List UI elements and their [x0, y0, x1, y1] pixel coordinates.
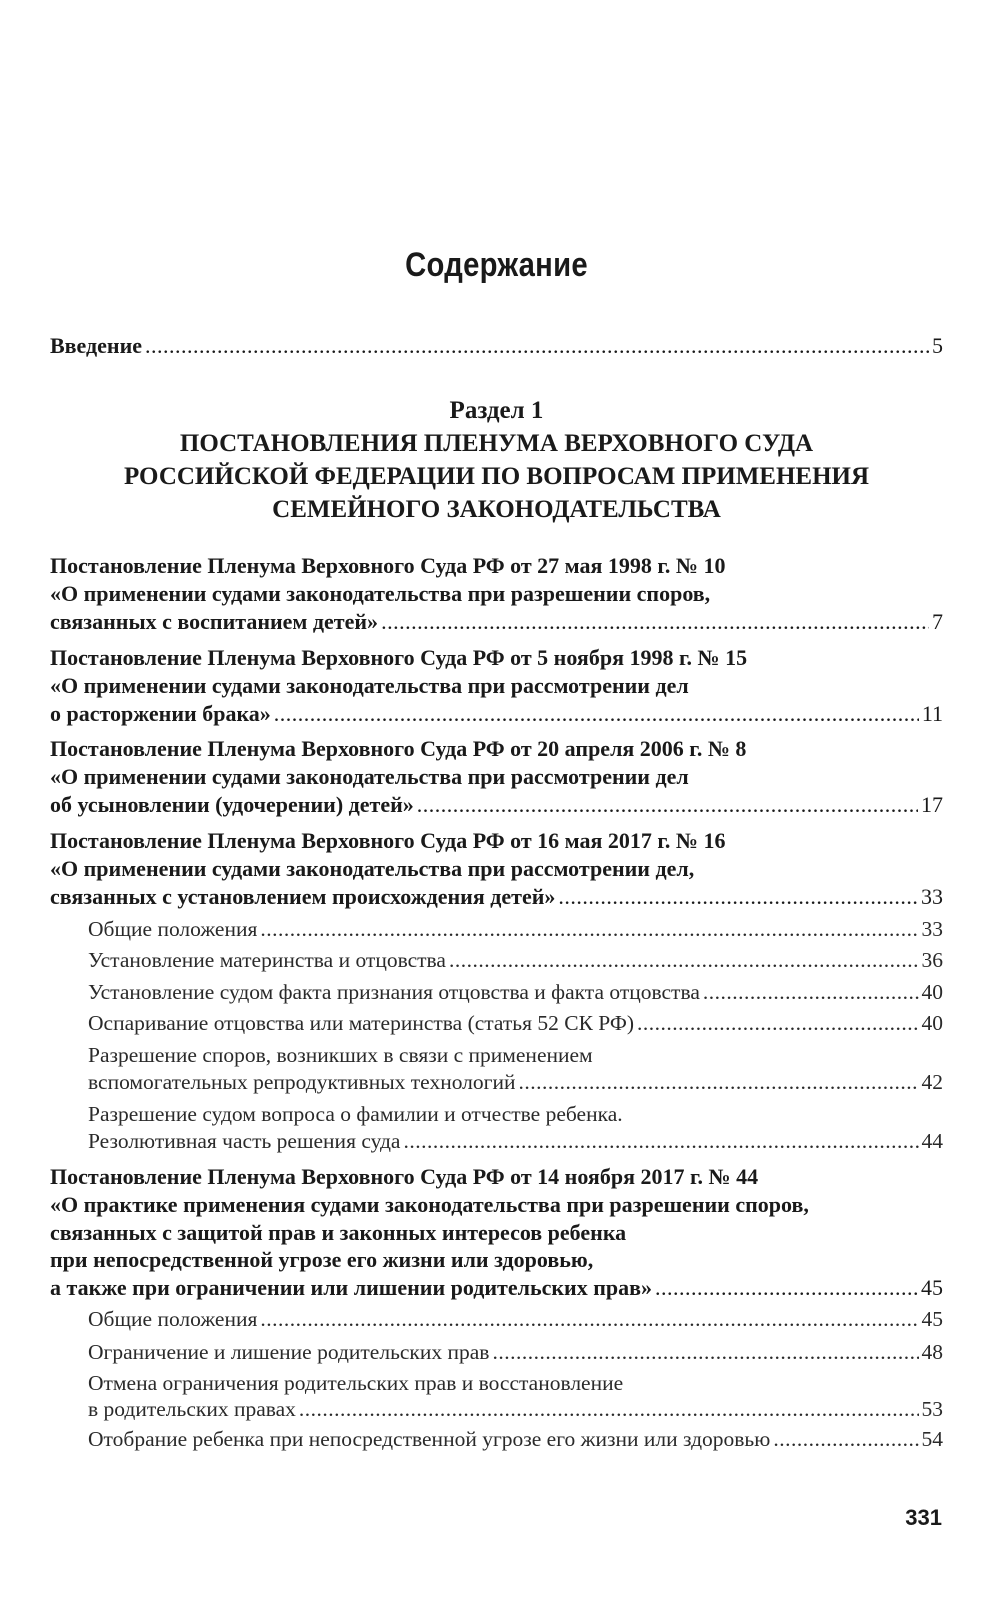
toc-subentry-line[interactable]: Разрешение споров, возникших в связи с применением	[88, 1043, 593, 1067]
toc-entry-2[interactable]	[50, 700, 943, 728]
toc-entry-label: Введение	[50, 333, 143, 358]
section-heading-line: СЕМЕЙНОГО ЗАКОНОДАТЕЛЬСТВА	[272, 496, 721, 523]
dot-leader	[299, 1395, 919, 1423]
toc-subentry-label: Отобрание ребенка при непосредственной угрозе его жизни или здоровью	[88, 1427, 771, 1451]
toc-entry-line[interactable]: «О применении судами законодательства при рассмотрении дел	[50, 764, 689, 789]
toc-page-number: 40	[921, 1011, 943, 1035]
toc-page-number: 53	[921, 1397, 943, 1421]
dot-leader	[518, 1068, 918, 1096]
toc-subentry-label: Общие положения	[88, 1307, 258, 1331]
toc-entry-line[interactable]: Постановление Пленума Верховного Суда РФ от 5 ноября 1998 г. № 15	[50, 645, 748, 670]
toc-entry-line[interactable]: «О практике применения судами законодательства при разрешении споров,	[50, 1192, 809, 1217]
toc-entry-line[interactable]: связанных с защитой прав и законных интересов ребенка	[50, 1220, 627, 1245]
dot-leader	[145, 332, 929, 360]
toc-page-number: 33	[921, 917, 943, 941]
toc-subentry-label: Оспаривание отцовства или материнства (статья 52 СК РФ)	[88, 1011, 635, 1035]
dot-leader	[260, 1305, 918, 1333]
section-heading-line: ПОСТАНОВЛЕНИЯ ПЛЕНУМА ВЕРХОВНОГО СУДА	[179, 430, 814, 457]
toc-subentry[interactable]	[50, 1127, 943, 1155]
toc-page-number: 45	[921, 1307, 943, 1331]
toc-entry-line[interactable]: «О применении судами законодательства при рассмотрении дел	[50, 673, 689, 698]
dot-leader	[260, 915, 918, 943]
toc-entry-line[interactable]: Постановление Пленума Верховного Суда РФ от 16 мая 2017 г. № 16	[50, 828, 726, 853]
dot-leader	[449, 946, 919, 974]
toc-subentry-label: Резолютивная часть решения суда	[88, 1129, 401, 1153]
dot-leader	[403, 1127, 918, 1155]
toc-entry-line[interactable]: при непосредственной угрозе его жизни или здоровью,	[50, 1247, 594, 1272]
toc-subentry-label: в родительских правах	[88, 1397, 296, 1421]
dot-leader	[492, 1338, 918, 1366]
toc-subentry[interactable]	[50, 946, 943, 974]
section-label: Раздел 1	[449, 397, 544, 424]
toc-page-number: 44	[921, 1129, 943, 1153]
section-heading-line: РОССИЙСКОЙ ФЕДЕРАЦИИ ПО ВОПРОСАМ ПРИМЕНЕНИЯ	[123, 463, 870, 490]
toc-page-number: 7	[932, 609, 943, 634]
toc-subentry[interactable]	[50, 1305, 943, 1333]
toc-page-number: 36	[921, 948, 943, 972]
toc-entry-label: а также при ограничении или лишении родительских прав»	[50, 1275, 652, 1300]
dot-leader	[773, 1425, 918, 1453]
toc-page-number: 11	[921, 701, 943, 726]
toc-subentry[interactable]	[50, 1068, 943, 1096]
toc-page-number: 40	[921, 980, 943, 1004]
toc-subentry[interactable]	[50, 978, 943, 1006]
toc-subentry-line[interactable]: Отмена ограничения родительских прав и восстановление	[88, 1371, 624, 1395]
toc-subentry-label: Общие положения	[88, 917, 258, 941]
toc-page-number: 5	[932, 333, 943, 358]
toc-subentry[interactable]	[50, 915, 943, 943]
toc-entry-line[interactable]: Постановление Пленума Верховного Суда РФ от 20 апреля 2006 г. № 8	[50, 736, 747, 761]
toc-entry-label: об усыновлении (удочерении) детей»	[50, 792, 414, 817]
toc-entry-label: связанных с установлением происхождения детей»	[50, 884, 556, 909]
toc-entry-line[interactable]: Постановление Пленума Верховного Суда РФ от 27 мая 1998 г. № 10	[50, 553, 726, 578]
toc-subentry[interactable]	[50, 1009, 943, 1037]
toc-entry-1[interactable]	[50, 608, 943, 636]
toc-subentry-label: вспомогательных репродуктивных технологий	[88, 1070, 516, 1094]
toc-page-number: 42	[921, 1070, 943, 1094]
toc-entry-3[interactable]	[50, 791, 943, 819]
toc-subentry[interactable]	[50, 1395, 943, 1423]
toc-entry-label: связанных с воспитанием детей»	[50, 609, 379, 634]
toc-page-number: 33	[921, 884, 943, 909]
toc-entry-line[interactable]: «О применении судами законодательства при разрешении споров,	[50, 581, 711, 606]
toc-subentry-label: Установление материнства и отцовства	[88, 948, 446, 972]
toc-entry-line[interactable]: Постановление Пленума Верховного Суда РФ от 14 ноября 2017 г. № 44	[50, 1164, 759, 1189]
dot-leader	[274, 700, 919, 728]
toc-subentry-label: Ограничение и лишение родительских прав	[88, 1340, 490, 1364]
toc-subentry[interactable]	[50, 1425, 943, 1453]
page-number: 331	[905, 1505, 942, 1530]
dot-leader	[655, 1274, 918, 1302]
dot-leader	[417, 791, 918, 819]
toc-subentry[interactable]	[50, 1338, 943, 1366]
dot-leader	[558, 883, 918, 911]
dot-leader	[637, 1009, 918, 1037]
toc-entry-line[interactable]: «О применении судами законодательства при рассмотрении дел,	[50, 856, 695, 881]
toc-page-number: 17	[921, 792, 943, 817]
toc-entry-4[interactable]	[50, 883, 943, 911]
toc-entry-5[interactable]	[50, 1274, 943, 1302]
toc-page	[50, 0, 943, 1613]
dot-leader	[381, 608, 929, 636]
toc-page-number: 45	[921, 1275, 943, 1300]
toc-subentry-line[interactable]: Разрешение судом вопроса о фамилии и отчестве ребенка.	[88, 1102, 623, 1126]
toc-page-number: 54	[921, 1427, 943, 1451]
toc-entry-intro[interactable]	[50, 332, 943, 360]
page-title: Содержание	[405, 246, 588, 284]
toc-page-number: 48	[921, 1340, 943, 1364]
dot-leader	[703, 978, 919, 1006]
toc-subentry-label: Установление судом факта признания отцовства и факта отцовства	[88, 980, 700, 1004]
toc-entry-label: о расторжении брака»	[50, 701, 271, 726]
